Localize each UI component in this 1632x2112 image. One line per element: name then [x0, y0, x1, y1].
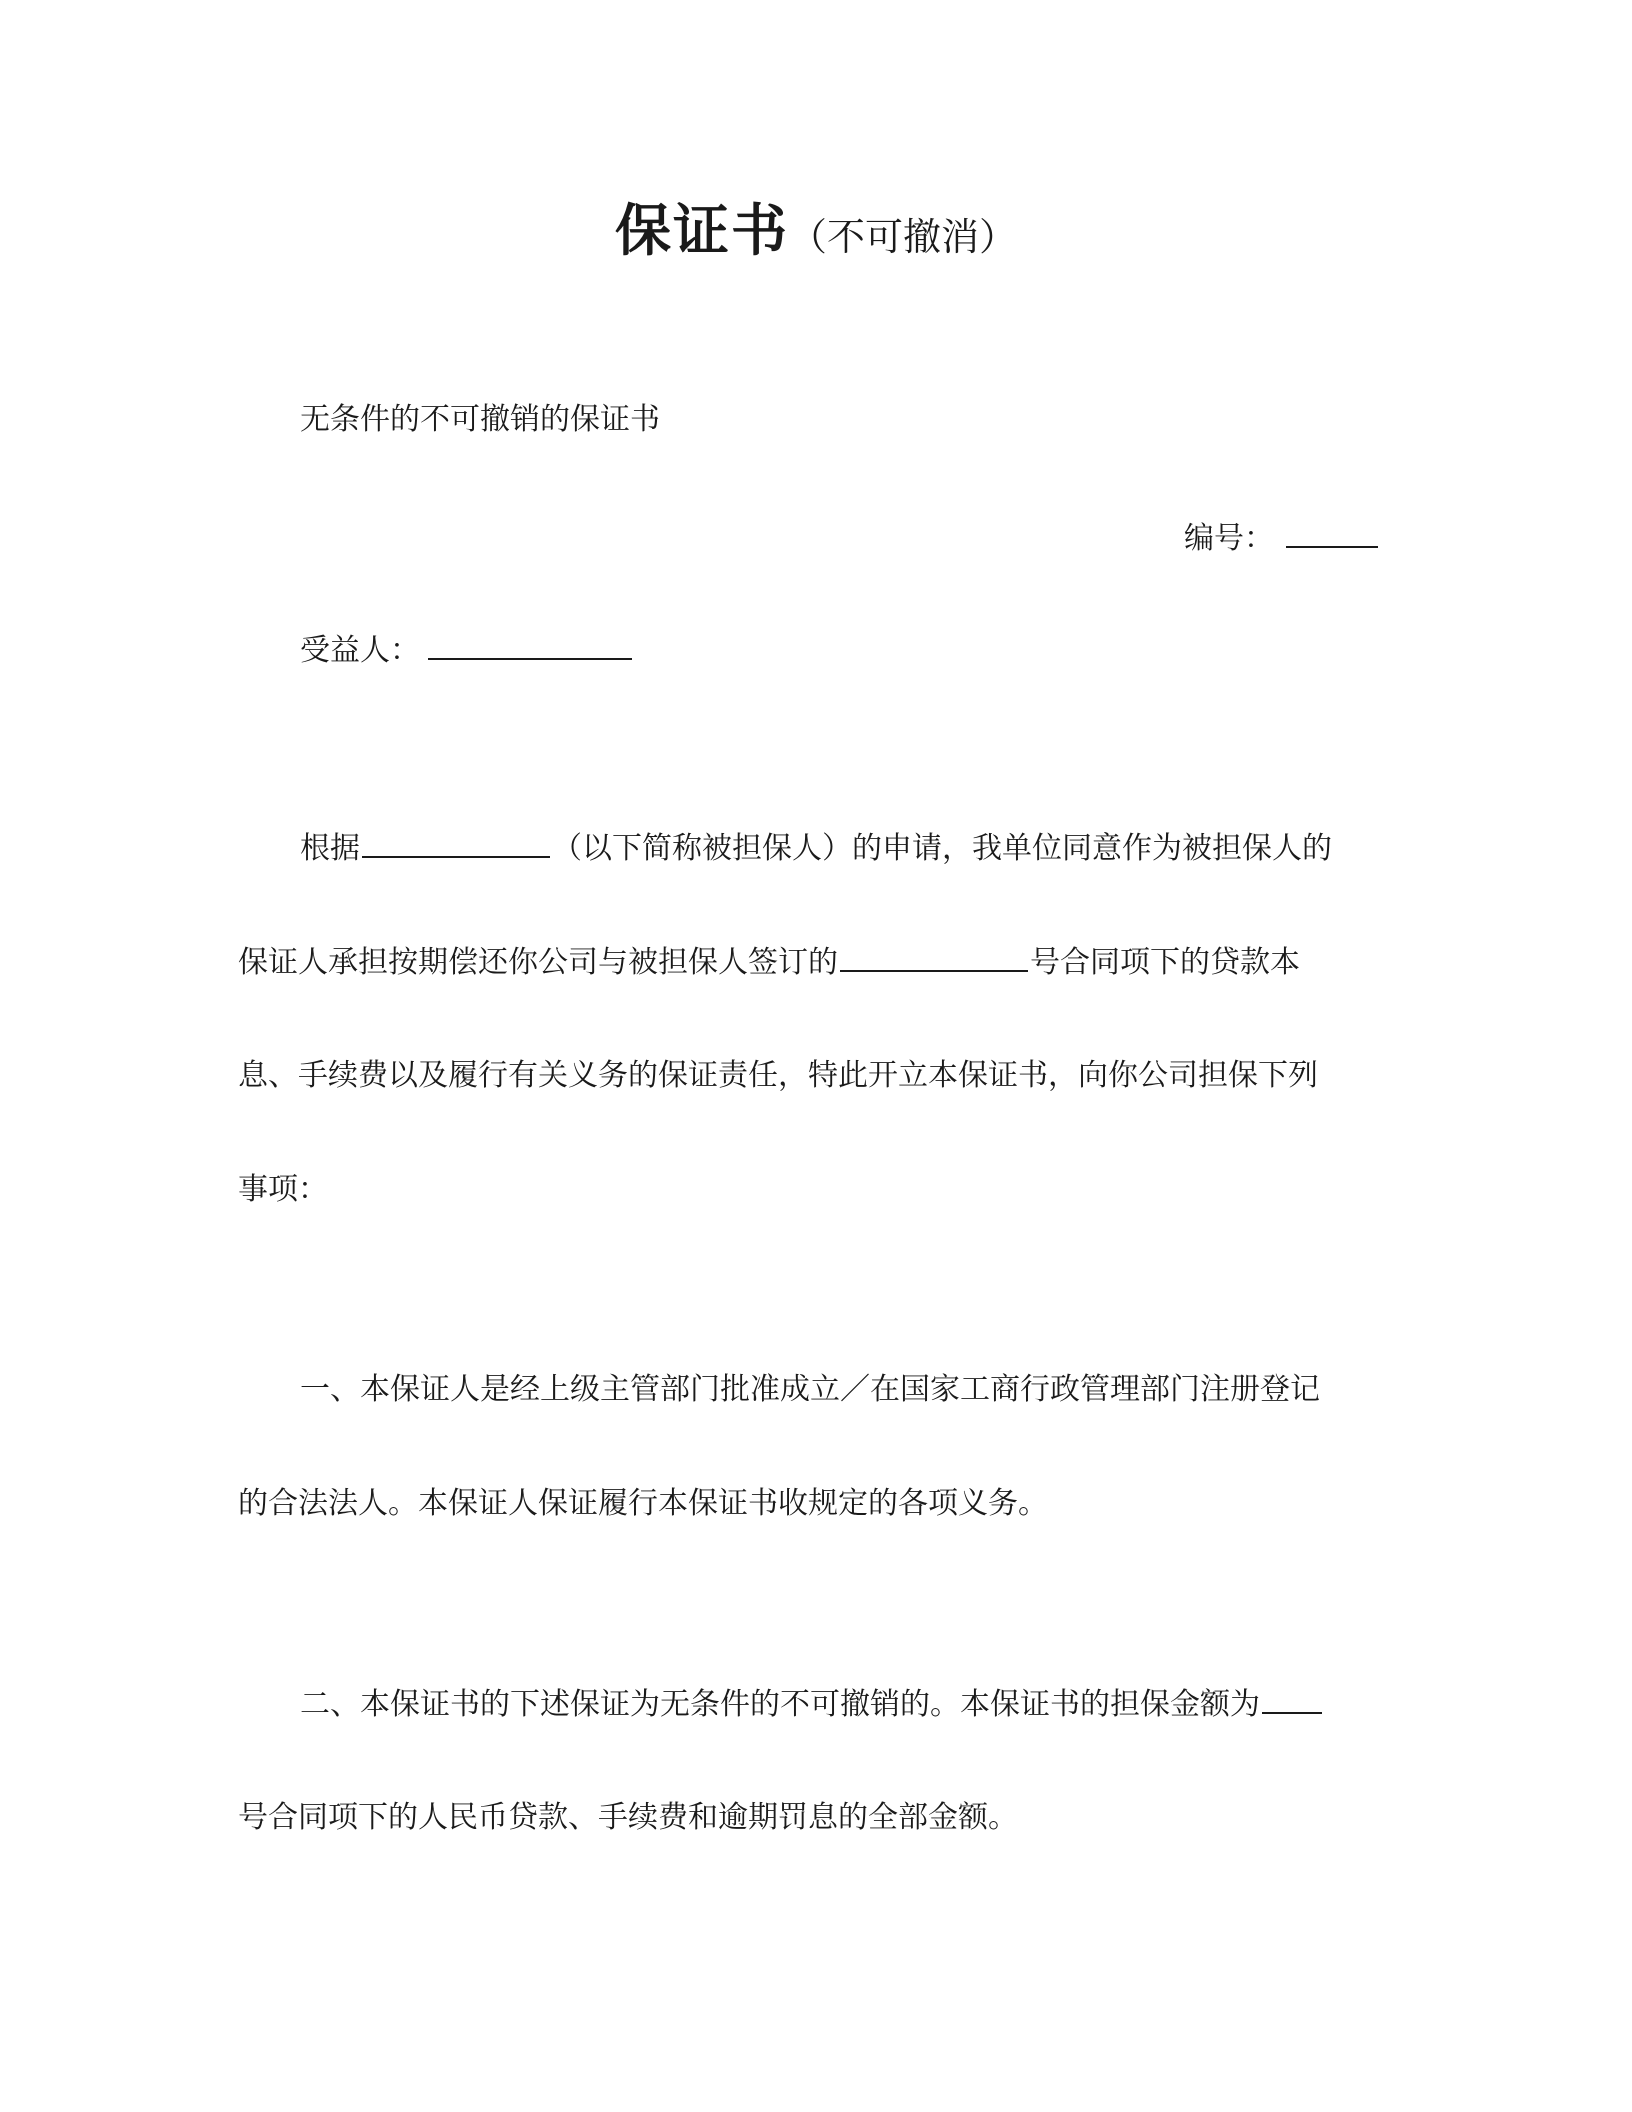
number-label: 编号： [1184, 521, 1274, 556]
subtitle: 无条件的不可撤销的保证书 [300, 402, 660, 437]
contract-number-blank [840, 940, 1028, 972]
p1-l1-b: （以下简称被担保人）的申请，我单位同意作为被担保人的 [552, 831, 1332, 866]
p1-l2-a: 保证人承担按期偿还你公司与被担保人签订的 [238, 945, 838, 980]
applicant-blank [362, 826, 550, 858]
number-field [1184, 516, 1380, 561]
p1-line-1 [300, 826, 1332, 871]
guarantee-amount-blank [1262, 1682, 1322, 1714]
beneficiary-field [300, 628, 634, 673]
p3-line-2: 号合同项下的人民币贷款、手续费和逾期罚息的全部金额。 [238, 1800, 1018, 1835]
beneficiary-blank [428, 628, 632, 660]
title-main: 保证书 [614, 199, 789, 264]
p3-line-1 [300, 1682, 1324, 1727]
number-blank [1286, 516, 1378, 548]
p1-line-3: 息、手续费以及履行有关义务的保证责任，特此开立本保证书，向你公司担保下列 [238, 1058, 1318, 1093]
title-sub: （不可撤消） [788, 215, 1017, 259]
p1-line-2 [238, 940, 1300, 985]
document-title [0, 196, 1632, 281]
p1-l1-a: 根据 [300, 831, 360, 866]
p2-line-2: 的合法法人。本保证人保证履行本保证书收规定的各项义务。 [238, 1486, 1048, 1521]
beneficiary-label: 受益人： [300, 633, 420, 668]
p1-l2-b: 号合同项下的贷款本 [1030, 945, 1300, 980]
p3-l1: 二、本保证书的下述保证为无条件的不可撤销的。本保证书的担保金额为 [300, 1687, 1260, 1722]
p2-line-1: 一、本保证人是经上级主管部门批准成立／在国家工商行政管理部门注册登记 [300, 1372, 1320, 1407]
p1-line-4: 事项： [238, 1172, 328, 1207]
